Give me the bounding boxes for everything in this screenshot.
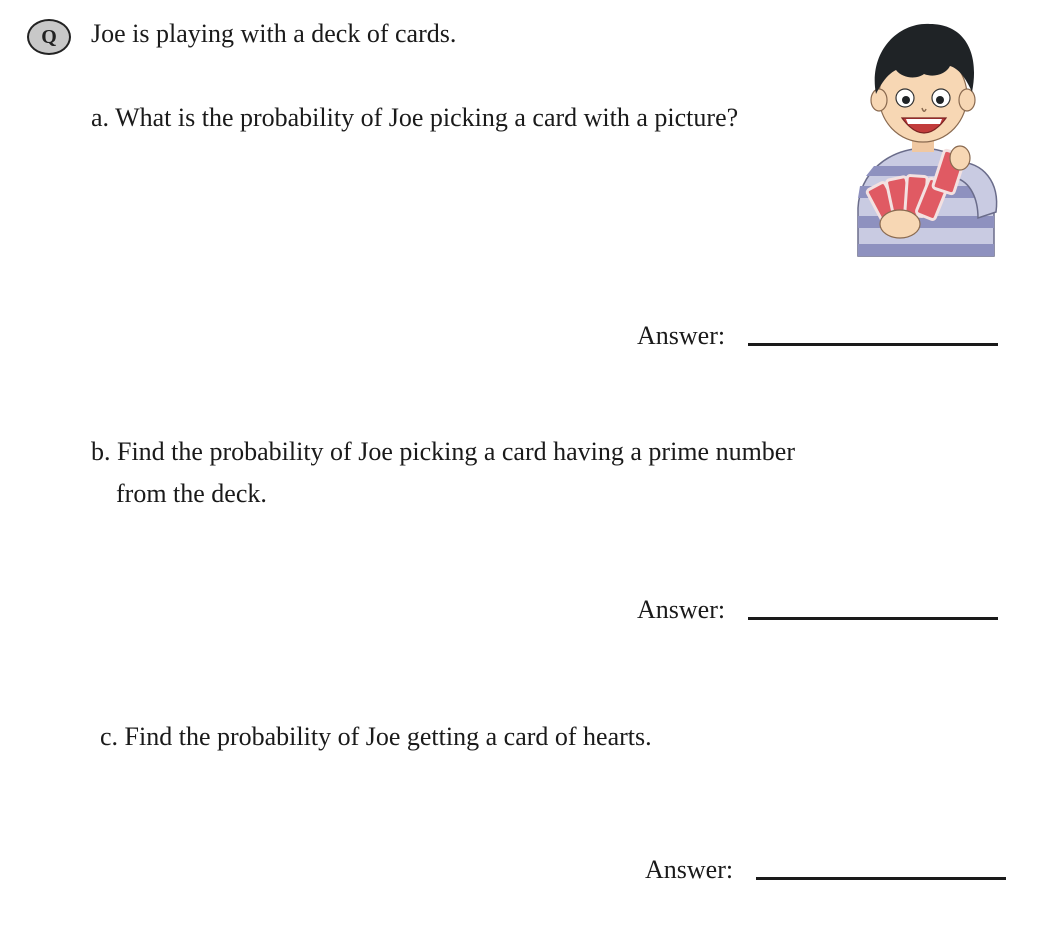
part-b-answer-line[interactable] — [748, 617, 998, 620]
boy-holding-cards-icon — [838, 12, 1008, 260]
question-intro: Joe is playing with a deck of cards. — [91, 19, 457, 48]
part-c-answer-line[interactable] — [756, 877, 1006, 880]
part-b-answer-label: Answer: — [637, 595, 726, 624]
part-c-answer-label: Answer: — [645, 855, 734, 884]
part-a-answer-label: Answer: — [637, 321, 726, 350]
part-a-answer-line[interactable] — [748, 343, 998, 346]
question-badge: Q — [27, 19, 71, 55]
part-b-question-line-1: b. Find the probability of Joe picking a card having a prime number — [91, 437, 795, 466]
part-b-question-line-2: from the deck. — [116, 479, 267, 508]
part-a-question: a. What is the probability of Joe picking a card with a picture? — [91, 103, 739, 132]
part-c-question: c. Find the probability of Joe getting a card of hearts. — [100, 722, 652, 751]
